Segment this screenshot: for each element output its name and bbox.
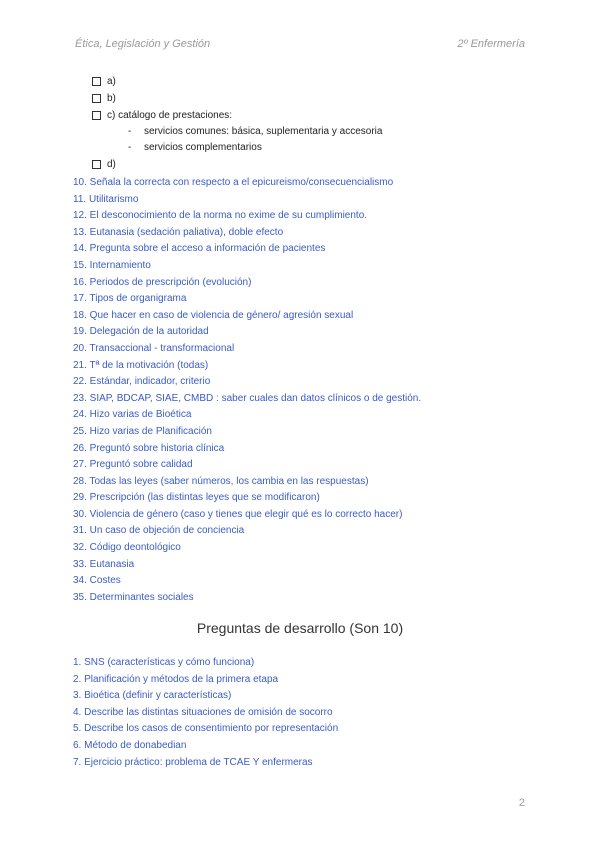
- header-subject: Ética, Legislación y Gestión: [75, 38, 211, 50]
- option-label: b): [107, 93, 116, 104]
- development-item: 7. Ejercicio práctico: problema de TCAE Y enfermeras: [73, 756, 313, 768]
- checkbox-icon[interactable]: [92, 160, 101, 169]
- subitem: [128, 124, 382, 140]
- development-item: 1. SNS (características y cómo funciona): [73, 657, 255, 668]
- page-number: 2: [518, 797, 525, 809]
- option-label: d): [107, 159, 116, 170]
- development-item: 4. Describe las distintas situaciones de omisión de socorro: [73, 706, 333, 718]
- development-item: 5. Describe los casos de consentimiento por representación: [73, 723, 339, 735]
- subitem-text: servicios complementarios: [144, 142, 262, 153]
- question-list: [73, 175, 533, 606]
- page-header: [75, 38, 525, 50]
- section-title: Preguntas de desarrollo (Son 10): [196, 620, 404, 636]
- subitem: [128, 140, 382, 156]
- option-checklist: [92, 73, 382, 173]
- question-item: 32. Código deontológico: [73, 542, 181, 554]
- development-question-list: [73, 655, 533, 771]
- option-c: [92, 107, 382, 124]
- subitem-text: servicios comunes: básica, suplementaria y accesoria: [144, 126, 383, 137]
- question-item: 34. Costes: [73, 575, 121, 587]
- option-b: [92, 90, 382, 107]
- question-item: 15. Internamiento: [73, 259, 151, 271]
- question-item: 22. Estándar, indicador, criterio: [73, 376, 211, 388]
- question-item: 14. Pregunta sobre el acceso a información de pacientes: [73, 243, 326, 255]
- checkbox-icon[interactable]: [92, 111, 101, 120]
- header-course: 2º Enfermería: [457, 38, 525, 50]
- question-item: 29. Prescripción (las distintas leyes que se modificaron): [73, 492, 320, 504]
- question-item: 35. Determinantes sociales: [73, 591, 194, 603]
- question-item: 27. Preguntó sobre calidad: [73, 459, 193, 471]
- question-item: 16. Periodos de prescripción (evolución): [73, 276, 252, 288]
- option-label: a): [107, 76, 116, 87]
- question-item: 21. Tª de la motivación (todas): [73, 359, 209, 371]
- question-item: 11. Utilitarismo: [73, 193, 139, 205]
- question-item: 28. Todas las leyes (saber números, los cambia en las respuestas): [73, 475, 369, 487]
- development-item: 3. Bioética (definir y características): [73, 690, 232, 702]
- option-d: [92, 156, 382, 173]
- question-item: 17. Tipos de organigrama: [73, 293, 187, 305]
- option-c-subitems: [92, 124, 382, 156]
- question-item: 23. SIAP, BDCAP, SIAE, CMBD : saber cuales dan datos clínicos o de gestión.: [73, 392, 422, 404]
- dash-bullet: -: [128, 142, 132, 153]
- question-item: 26. Preguntó sobre historia clínica: [73, 442, 225, 454]
- question-item: 18. Que hacer en caso de violencia de género/ agresión sexual: [73, 309, 354, 321]
- development-item: 2. Planificación y métodos de la primera etapa: [73, 673, 279, 685]
- question-item: 12. El desconocimiento de la norma no exime de su cumplimiento.: [73, 210, 368, 222]
- checkbox-icon[interactable]: [92, 94, 101, 103]
- question-item: 20. Transaccional - transformacional: [73, 342, 235, 354]
- question-item: 24. Hizo varias de Bioética: [73, 409, 192, 421]
- question-item: 25. Hizo varias de Planificación: [73, 425, 212, 437]
- checkbox-icon[interactable]: [92, 77, 101, 86]
- question-item: 13. Eutanasia (sedación paliativa), doble efecto: [73, 226, 284, 238]
- development-item: 6. Método de donabedian: [73, 739, 187, 751]
- dash-bullet: -: [128, 126, 132, 137]
- option-a: [92, 73, 382, 90]
- question-item: 10. Señala la correcta con respecto a el epicureismo/consecuencialismo: [73, 177, 394, 188]
- question-item: 19. Delegación de la autoridad: [73, 326, 209, 338]
- question-item: 30. Violencia de género (caso y tienes que elegir qué es lo correcto hacer): [73, 508, 403, 520]
- question-item: 31. Un caso de objeción de conciencia: [73, 525, 245, 537]
- option-label: c) catálogo de prestaciones:: [107, 110, 233, 121]
- question-item: 33. Eutanasia: [73, 558, 135, 570]
